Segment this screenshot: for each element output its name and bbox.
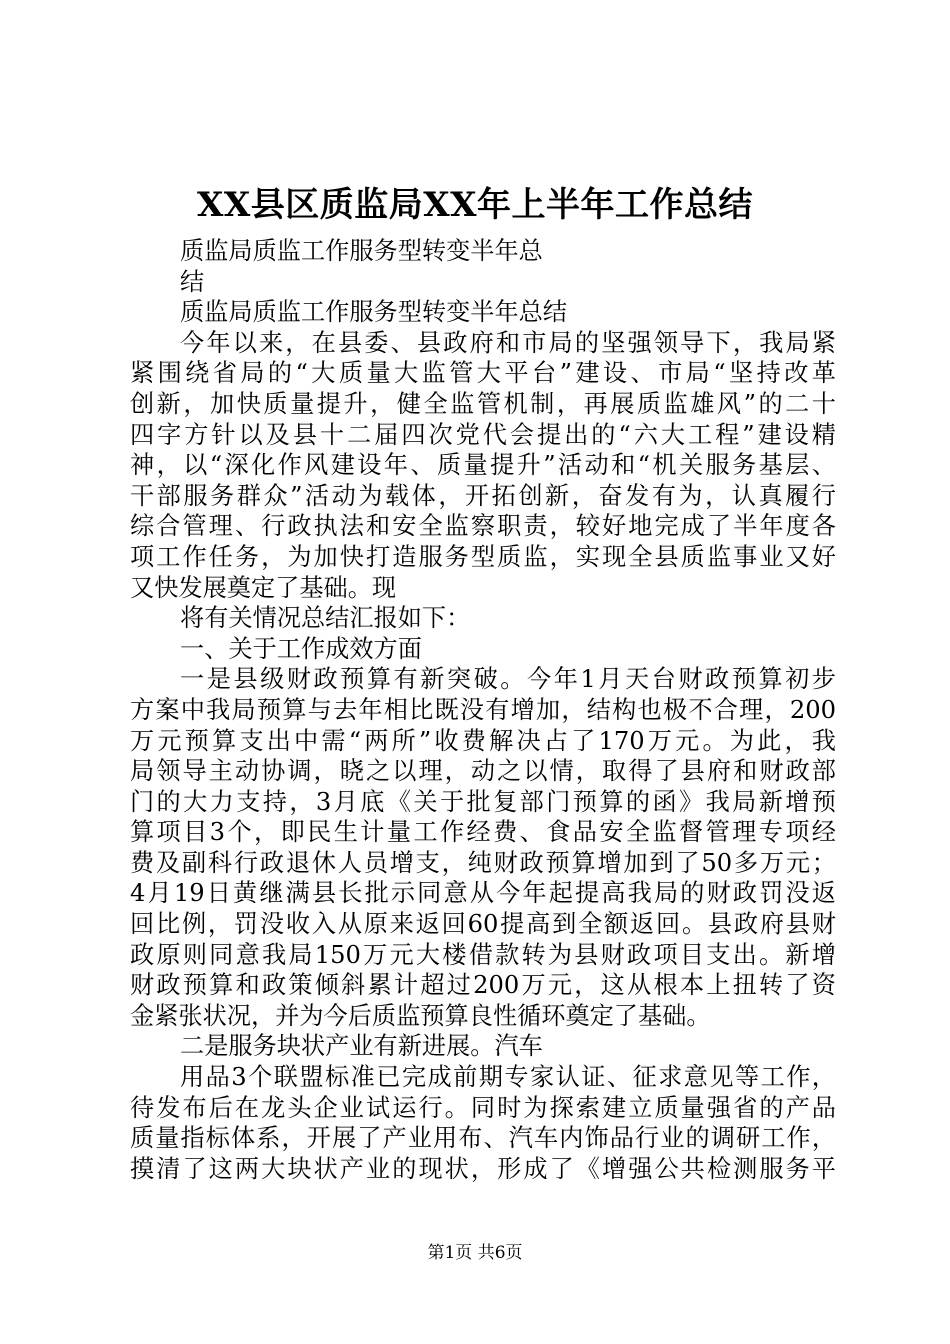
- text-line: 费及副科行政退休人员增支，纯财政预算增加到了50多万元；: [130, 848, 836, 877]
- text-line: 用品3个联盟标准已完成前期专家认证、征求意见等工作，: [180, 1063, 836, 1092]
- text-line: 四字方针以及县十二届四次党代会提出的“六大工程”建设精: [130, 420, 836, 449]
- text-line: 又快发展奠定了基础。现: [130, 573, 397, 602]
- text-line: 质监局质监工作服务型转变半年总: [180, 237, 543, 265]
- text-line: 政原则同意我局150万元大楼借款转为县财政项目支出。新增: [130, 940, 836, 969]
- text-line: 回比例，罚没收入从原来返回60提高到全额返回。县政府县财: [130, 910, 836, 939]
- text-line: 神，以“深化作风建设年、质量提升”活动和“机关服务基层、: [130, 451, 836, 480]
- text-line: 干部服务群众”活动为载体，开拓创新，奋发有为，认真履行: [130, 481, 836, 510]
- text-line: 综合管理、行政执法和安全监察职责，较好地完成了半年度各: [130, 512, 836, 541]
- text-line: 金紧张状况，并为今后质监预算良性循环奠定了基础。: [130, 1001, 711, 1030]
- text-line: 摸清了这两大块状产业的现状，形成了《增强公共检测服务平: [130, 1154, 836, 1183]
- text-line: 一、关于工作成效方面: [180, 634, 422, 663]
- text-line: 算项目3个，即民生计量工作经费、食品安全监督管理专项经: [130, 818, 836, 847]
- text-line: 结: [180, 267, 205, 296]
- text-line: 4月19日黄继满县长批示同意从今年起提高我局的财政罚没返: [130, 879, 836, 908]
- text-line: 局领导主动协调，晓之以理，动之以情，取得了县府和财政部: [130, 757, 836, 786]
- text-line: 今年以来，在县委、县政府和市局的坚强领导下，我局紧: [180, 328, 836, 357]
- text-line: 将有关情况总结汇报如下：: [180, 604, 471, 633]
- text-line: 一是县级财政预算有新突破。今年1月天台财政预算初步: [180, 665, 836, 694]
- document-title: XX县区质监局XX年上半年工作总结: [196, 185, 754, 225]
- text-line: 质监局质监工作服务型转变半年总结: [180, 298, 568, 327]
- text-line: 待发布后在龙头企业试运行。同时为探索建立质量强省的产品: [130, 1093, 836, 1122]
- text-line: 创新，加快质量提升，健全监管机制，再展质监雄风”的二十: [130, 389, 836, 418]
- text-line: 财政预算和政策倾斜累计超过200万元，这从根本上扭转了资: [130, 971, 836, 1000]
- text-line: 万元预算支出中需“两所”收费解决占了170万元。为此，我: [130, 726, 836, 755]
- document-body: [130, 236, 836, 1184]
- text-line: 项工作任务，为加快打造服务型质监，实现全县质监事业又好: [130, 542, 836, 571]
- text-line: 质量指标体系，开展了产业用布、汽车内饰品行业的调研工作，: [130, 1124, 836, 1153]
- text-line: 方案中我局预算与去年相比既没有增加，结构也极不合理，200: [130, 695, 836, 724]
- text-line: 二是服务块状产业有新进展。汽车: [180, 1032, 543, 1061]
- text-line: 门的大力支持，3月底《关于批复部门预算的函》我局新增预: [130, 787, 836, 816]
- text-line: 紧围绕省局的“大质量大监管大平台”建设、市局“坚持改革: [130, 359, 836, 388]
- page-footer: 第1页 共6页: [427, 1243, 523, 1263]
